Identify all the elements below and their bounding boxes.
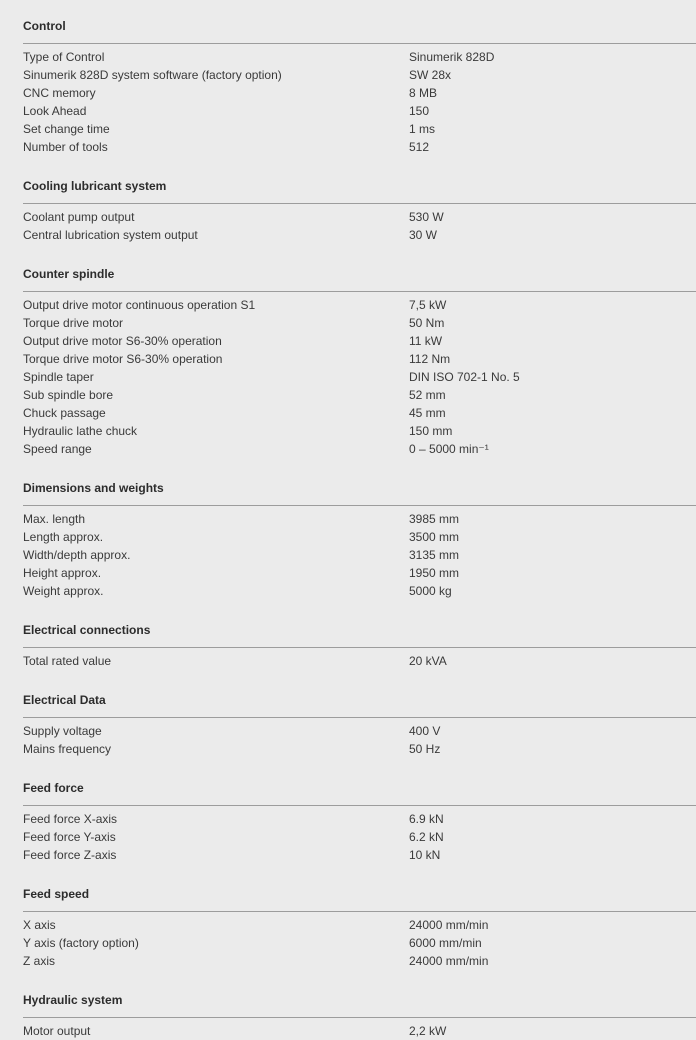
spec-row [23,564,696,582]
spec-label: X axis [23,918,56,932]
spec-rows [23,912,696,970]
spec-row [23,102,696,120]
spec-value: 7,5 kW [409,298,447,312]
spec-rows [23,718,696,758]
spec-row [23,84,696,102]
spec-value: 5000 kg [409,584,452,598]
spec-row [23,368,696,386]
spec-label: Torque drive motor S6-30% operation [23,352,223,366]
spec-rows [23,44,696,156]
spec-label: Set change time [23,122,110,136]
section-title: Electrical Data [23,691,696,718]
spec-label: Z axis [23,954,56,968]
spec-row [23,404,696,422]
spec-value: SW 28x [409,68,452,82]
spec-value: Sinumerik 828D [409,50,495,64]
section-title: Control [23,17,696,44]
spec-label: Coolant pump output [23,210,135,224]
spec-row [23,652,696,670]
spec-value: 0 – 5000 min⁻¹ [409,442,489,456]
spec-label: Type of Control [23,50,105,64]
spec-row [23,422,696,440]
spec-row [23,916,696,934]
spec-value: 10 kN [409,848,441,862]
spec-label: Motor output [23,1024,91,1038]
spec-value: 6.9 kN [409,812,444,826]
section-title: Counter spindle [23,265,696,292]
spec-row [23,952,696,970]
spec-value: 3135 mm [409,548,460,562]
spec-row [23,350,696,368]
spec-label: Speed range [23,442,92,456]
spec-row [23,48,696,66]
spec-label: Supply voltage [23,724,102,738]
spec-section [23,621,696,670]
spec-row [23,386,696,404]
spec-value: 8 MB [409,86,438,100]
spec-rows [23,292,696,458]
spec-label: Output drive motor S6-30% operation [23,334,222,348]
spec-value: 20 kVA [409,654,447,668]
spec-row [23,510,696,528]
spec-row [23,722,696,740]
spec-label: Feed force Z-axis [23,848,117,862]
spec-value: 50 Hz [409,742,441,756]
section-title: Feed force [23,779,696,806]
spec-label: Weight approx. [23,584,104,598]
spec-label: Torque drive motor [23,316,124,330]
spec-rows [23,648,696,670]
spec-row [23,846,696,864]
spec-value: 512 [409,140,430,154]
spec-row [23,828,696,846]
spec-value: 150 [409,104,430,118]
spec-rows [23,506,696,600]
spec-value: 6000 mm/min [409,936,482,950]
spec-section [23,479,696,600]
spec-section [23,177,696,244]
spec-label: Feed force Y-axis [23,830,116,844]
spec-label: Width/depth approx. [23,548,131,562]
spec-row [23,208,696,226]
spec-label: Chuck passage [23,406,106,420]
spec-value: 400 V [409,724,441,738]
spec-label: Max. length [23,512,86,526]
spec-value: 6.2 kN [409,830,444,844]
spec-row [23,226,696,244]
spec-section [23,691,696,758]
spec-row [23,440,696,458]
spec-label: Central lubrication system output [23,228,198,242]
spec-row [23,740,696,758]
spec-label: Sinumerik 828D system software (factory option) [23,68,282,82]
spec-section [23,779,696,864]
spec-label: Hydraulic lathe chuck [23,424,138,438]
spec-value: 1950 mm [409,566,460,580]
spec-value: 45 mm [409,406,446,420]
spec-value: 3985 mm [409,512,460,526]
spec-label: Length approx. [23,530,104,544]
spec-section [23,885,696,970]
spec-value: 24000 mm/min [409,954,489,968]
spec-value: 30 W [409,228,438,242]
spec-value: 530 W [409,210,444,224]
spec-value: 3500 mm [409,530,460,544]
spec-label: Mains frequency [23,742,112,756]
spec-label: Sub spindle bore [23,388,114,402]
spec-row [23,120,696,138]
spec-row [23,332,696,350]
spec-row [23,810,696,828]
spec-section [23,17,696,156]
section-title: Feed speed [23,885,696,912]
spec-label: Output drive motor continuous operation S1 [23,298,256,312]
spec-value: 1 ms [409,122,436,136]
spec-value: 150 mm [409,424,453,438]
section-title: Cooling lubricant system [23,177,696,204]
spec-value: 50 Nm [409,316,445,330]
spec-section [23,991,696,1040]
spec-row [23,582,696,600]
spec-label: CNC memory [23,86,96,100]
section-title: Dimensions and weights [23,479,696,506]
spec-rows [23,204,696,244]
spec-row [23,546,696,564]
section-title: Electrical connections [23,621,696,648]
spec-label: Y axis (factory option) [23,936,139,950]
spec-rows [23,1018,696,1040]
spec-label: Number of tools [23,140,108,154]
spec-row [23,296,696,314]
section-title: Hydraulic system [23,991,696,1018]
spec-row [23,1022,696,1040]
spec-label: Total rated value [23,654,112,668]
spec-row [23,66,696,84]
spec-value: 112 Nm [409,352,451,366]
spec-value: 11 kW [409,334,443,348]
spec-row [23,138,696,156]
spec-label: Feed force X-axis [23,812,118,826]
spec-row [23,314,696,332]
spec-value: 2,2 kW [409,1024,447,1038]
spec-label: Spindle taper [23,370,94,384]
spec-rows [23,806,696,864]
spec-label: Look Ahead [23,104,87,118]
spec-value: 52 mm [409,388,446,402]
spec-value: DIN ISO 702-1 No. 5 [409,370,520,384]
spec-section [23,265,696,458]
spec-row [23,528,696,546]
spec-value: 24000 mm/min [409,918,489,932]
spec-label: Height approx. [23,566,102,580]
spec-row [23,934,696,952]
